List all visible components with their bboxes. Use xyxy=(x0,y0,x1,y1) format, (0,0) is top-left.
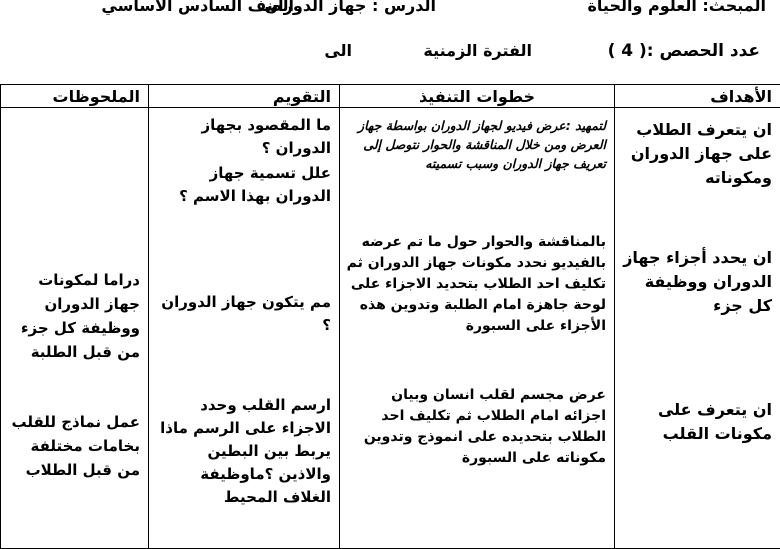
period-label: الفترة الزمنية xyxy=(423,41,532,60)
note-2: عمل نماذج للقلب بخامات مختلفة من قبل الطلاب xyxy=(7,410,140,482)
step-3: عرض مجسم لقلب انسان وبيان اجزائه امام الطلاب ثم تكليف احد الطلاب بتحديده على انموذج وتدوين مكوناته على السبورة xyxy=(346,385,606,469)
sessions-label: عدد الحصص :( 4 ) xyxy=(608,41,760,61)
to-label: الى xyxy=(324,41,352,60)
column-header-notes: الملحوظات xyxy=(1,85,149,108)
table-row xyxy=(1,108,780,549)
evaluation-question-2: علل تسمية جهاز الدوران بهذا الاسم ؟ xyxy=(155,162,331,208)
step-2: بالمناقشة والحوار حول ما تم عرضه بالفيديو نحدد مكونات جهاز الدوران ثم تكليف احد الطلاب بتحديد الاجزاء على لوحة جاهزة امام الطلبة وتدوين هذه الأجزاء على السبورة xyxy=(346,232,606,337)
evaluation-question-3: مم يتكون جهاز الدوران ؟ xyxy=(155,291,331,337)
goals-cell xyxy=(615,108,780,549)
column-header-goals: الأهداف xyxy=(615,85,780,108)
goal-2: ان يحدد أجزاء جهاز الدوران ووظيفة كل جزء xyxy=(621,246,772,318)
note-1: دراما لمكونات جهاز الدوران ووظيفة كل جزء من قبل الطلبة xyxy=(7,268,140,364)
steps-cell xyxy=(340,108,615,549)
goal-3: ان يتعرف على مكونات القلب xyxy=(621,398,772,446)
evaluation-question-1: ما المقصود بجهاز الدوران ؟ xyxy=(155,114,331,160)
evaluation-question-4: ارسم القلب وحدد الاجزاء على الرسم ماذا يربط بين البطين والاذين ؟ماوظيفة الغلاف المحيط xyxy=(155,394,331,509)
evaluation-cell xyxy=(149,108,340,549)
lesson-label: الدرس : جهاز الدوران xyxy=(265,0,436,15)
table-header-row xyxy=(1,85,780,108)
column-header-steps: خطوات التنفيذ xyxy=(340,85,615,108)
notes-cell xyxy=(1,108,149,549)
subject-label: المبحث: العلوم والحياة xyxy=(587,0,766,15)
lesson-plan-table xyxy=(0,84,780,549)
grade-label: الصف السادس الاساسي xyxy=(101,0,294,15)
column-header-evaluation: التقويم xyxy=(149,85,340,108)
step-1: لتمهيد :عرض فيديو لجهاز الدوران بواسطة جهاز العرض ومن خلال المناقشة والحوار نتوصل إلى تعريف جهاز الدوران وسبب تسميته xyxy=(346,116,606,173)
goal-1: ان يتعرف الطلاب على جهاز الدوران ومكوناته xyxy=(621,118,772,190)
